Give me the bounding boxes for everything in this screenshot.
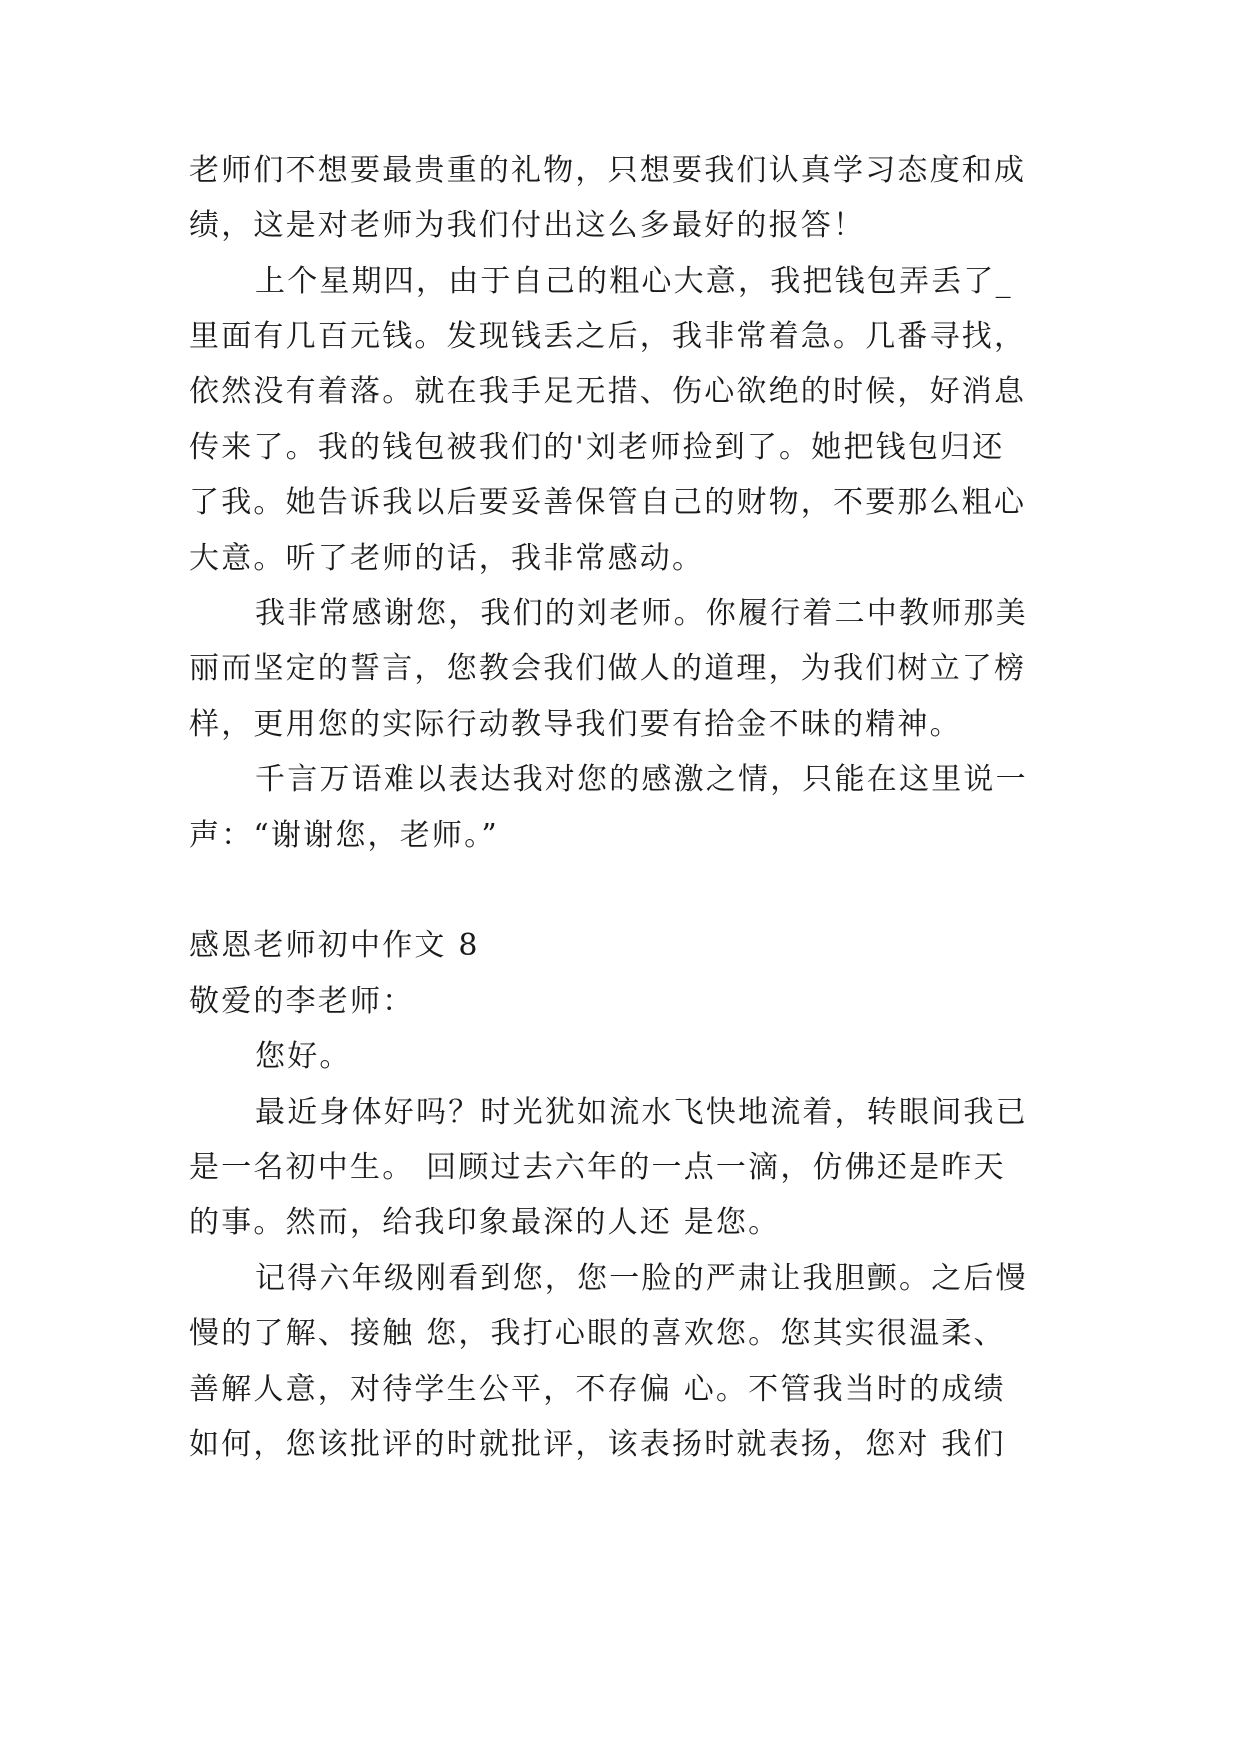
paragraph-line: 上个星期四，由于自己的粗心大意，我把钱包弄丢了_ [255, 264, 1013, 299]
paragraph-line: 里面有几百元钱。发现钱丢之后，我非常着急。几番寻找， [189, 319, 1027, 354]
paragraph-line: 丽而坚定的誓言，您教会我们做人的道理，为我们树立了榜 [189, 651, 1027, 686]
paragraph-line: 我非常感谢您，我们的刘老师。你履行着二中教师那美 [255, 596, 1028, 631]
paragraph-line: 老师们不想要最贵重的礼物，只想要我们认真学习态度和成 [189, 153, 1027, 188]
paragraph-line: 最近身体好吗？时光犹如流水飞快地流着，转眼间我已 [255, 1095, 1028, 1130]
paragraph-line: 声：“谢谢您，老师。” [189, 818, 499, 853]
paragraph-line: 的事。然而，给我印象最深的人还 是您。 [189, 1205, 781, 1240]
paragraph-line: 善解人意，对待学生公平，不存偏 心。不管我当时的成绩 [189, 1372, 1006, 1407]
paragraph-line: 样，更用您的实际行动教导我们要有拾金不昧的精神。 [189, 707, 962, 742]
paragraph-line: 绩，这是对老师为我们付出这么多最好的报答！ [189, 208, 866, 243]
paragraph-line: 是一名初中生。 回顾过去六年的一点一滴，仿佛还是昨天 [189, 1150, 1006, 1185]
paragraph-line: 记得六年级刚看到您，您一脸的严肃让我胆颤。之后慢 [255, 1261, 1028, 1296]
salutation: 敬爱的李老师： [189, 984, 415, 1019]
paragraph-line: 了我。她告诉我以后要妥善保管自己的财物，不要那么粗心 [189, 485, 1027, 520]
paragraph-line: 千言万语难以表达我对您的感激之情，只能在这里说一 [255, 762, 1028, 797]
paragraph-line: 依然没有着落。就在我手足无措、伤心欲绝的时候，好消息 [189, 374, 1027, 409]
paragraph-line: 大意。听了老师的话，我非常感动。 [189, 541, 705, 576]
greeting: 您好。 [255, 1039, 352, 1074]
section-heading: 感恩老师初中作文 8 [189, 928, 480, 963]
paragraph-line: 如何，您该批评的时就批评，该表扬时就表扬，您对 我们 [189, 1427, 1006, 1462]
paragraph-line: 传来了。我的钱包被我们的'刘老师捡到了。她把钱包归还 [189, 430, 1005, 465]
paragraph-line: 慢的了解、接触 您，我打心眼的喜欢您。您其实很温柔、 [189, 1316, 1006, 1351]
